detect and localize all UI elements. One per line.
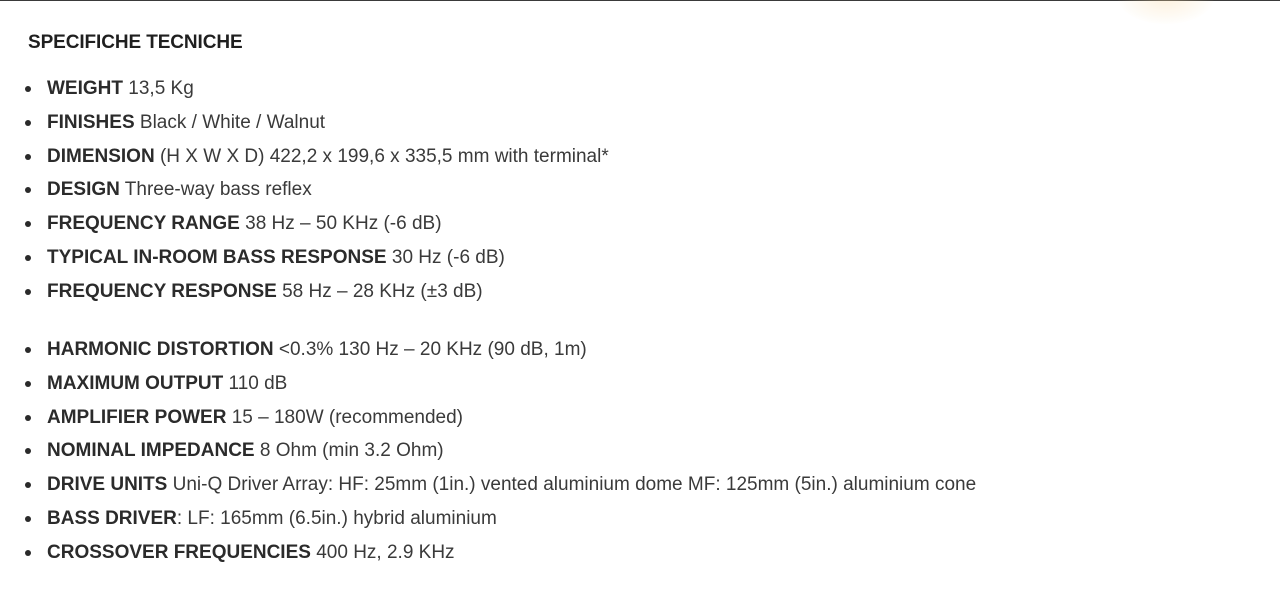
spec-value: Black / White / Walnut	[134, 111, 326, 133]
spec-value: 30 Hz (-6 dB)	[386, 246, 505, 268]
spec-label: AMPLIFIER POWER	[47, 406, 227, 428]
spec-value: 58 Hz – 28 KHz (±3 dB)	[276, 280, 483, 302]
bullet-icon	[25, 255, 31, 261]
spec-label: FREQUENCY RANGE	[47, 213, 240, 235]
spec-label: MAXIMUM OUTPUT	[47, 372, 224, 394]
bullet-icon	[25, 154, 31, 160]
bullet-icon	[25, 448, 31, 454]
spec-item-frequency-response	[0, 279, 609, 313]
spec-item-nominal-impedance	[0, 438, 976, 472]
spec-value: 13,5 Kg	[123, 78, 194, 99]
spec-value: 400 Hz, 2.9 KHz	[310, 541, 455, 563]
spec-value: 8 Ohm (min 3.2 Ohm)	[254, 440, 444, 462]
spec-item-in-room-bass-response	[0, 245, 609, 279]
spec-list-secondary	[0, 337, 976, 574]
spec-label: HARMONIC DISTORTION	[47, 339, 274, 360]
spec-item-amplifier-power	[0, 405, 976, 439]
bullet-icon	[25, 482, 31, 488]
bullet-icon	[25, 221, 31, 227]
spec-value: Uni-Q Driver Array: HF: 25mm (1in.) vented aluminium dome MF: 125mm (5in.) aluminium cone	[167, 474, 977, 496]
bullet-icon	[25, 516, 31, 522]
spec-label: DESIGN	[47, 179, 120, 201]
bullet-icon	[25, 86, 31, 92]
bullet-icon	[25, 120, 31, 126]
bullet-icon	[25, 289, 31, 295]
bullet-icon	[25, 187, 31, 193]
spec-value: 15 – 180W (recommended)	[226, 406, 464, 428]
spec-label: NOMINAL IMPEDANCE	[47, 440, 255, 462]
bullet-icon	[25, 415, 31, 421]
spec-value: (H X W X D) 422,2 x 199,6 x 335,5 mm with terminal*	[154, 145, 609, 167]
bullet-icon	[25, 381, 31, 387]
top-divider	[0, 0, 1280, 1]
spec-label: WEIGHT	[47, 78, 123, 99]
spec-value: Three-way bass reflex	[119, 179, 312, 201]
spec-list-primary	[0, 76, 609, 313]
decorative-glow	[1118, 0, 1214, 24]
spec-label: TYPICAL IN-ROOM BASS RESPONSE	[47, 246, 387, 268]
spec-item-harmonic-distortion	[0, 337, 976, 371]
bullet-icon	[25, 347, 31, 353]
spec-value: <0.3% 130 Hz – 20 KHz (90 dB, 1m)	[273, 339, 587, 360]
spec-value: 38 Hz – 50 KHz (-6 dB)	[239, 213, 442, 235]
spec-label: BASS DRIVER	[47, 507, 177, 529]
spec-item-maximum-output	[0, 371, 976, 405]
spec-label: DRIVE UNITS	[47, 474, 168, 496]
spec-value: 110 dB	[223, 372, 288, 394]
spec-item-design	[0, 177, 609, 211]
section-title: SPECIFICHE TECNICHE	[28, 32, 243, 53]
spec-item-dimension	[0, 144, 609, 178]
spec-label: FINISHES	[47, 111, 135, 133]
spec-item-weight	[0, 76, 609, 110]
spec-value: : LF: 165mm (6.5in.) hybrid aluminium	[176, 507, 497, 529]
spec-label: CROSSOVER FREQUENCIES	[47, 541, 311, 563]
spec-label: DIMENSION	[47, 145, 155, 167]
spec-item-drive-units	[0, 472, 976, 506]
spec-item-crossover-frequencies	[0, 540, 976, 574]
spec-item-frequency-range	[0, 211, 609, 245]
spec-item-bass-driver	[0, 506, 976, 540]
bullet-icon	[25, 550, 31, 556]
spec-item-finishes	[0, 110, 609, 144]
spec-label: FREQUENCY RESPONSE	[47, 280, 277, 302]
